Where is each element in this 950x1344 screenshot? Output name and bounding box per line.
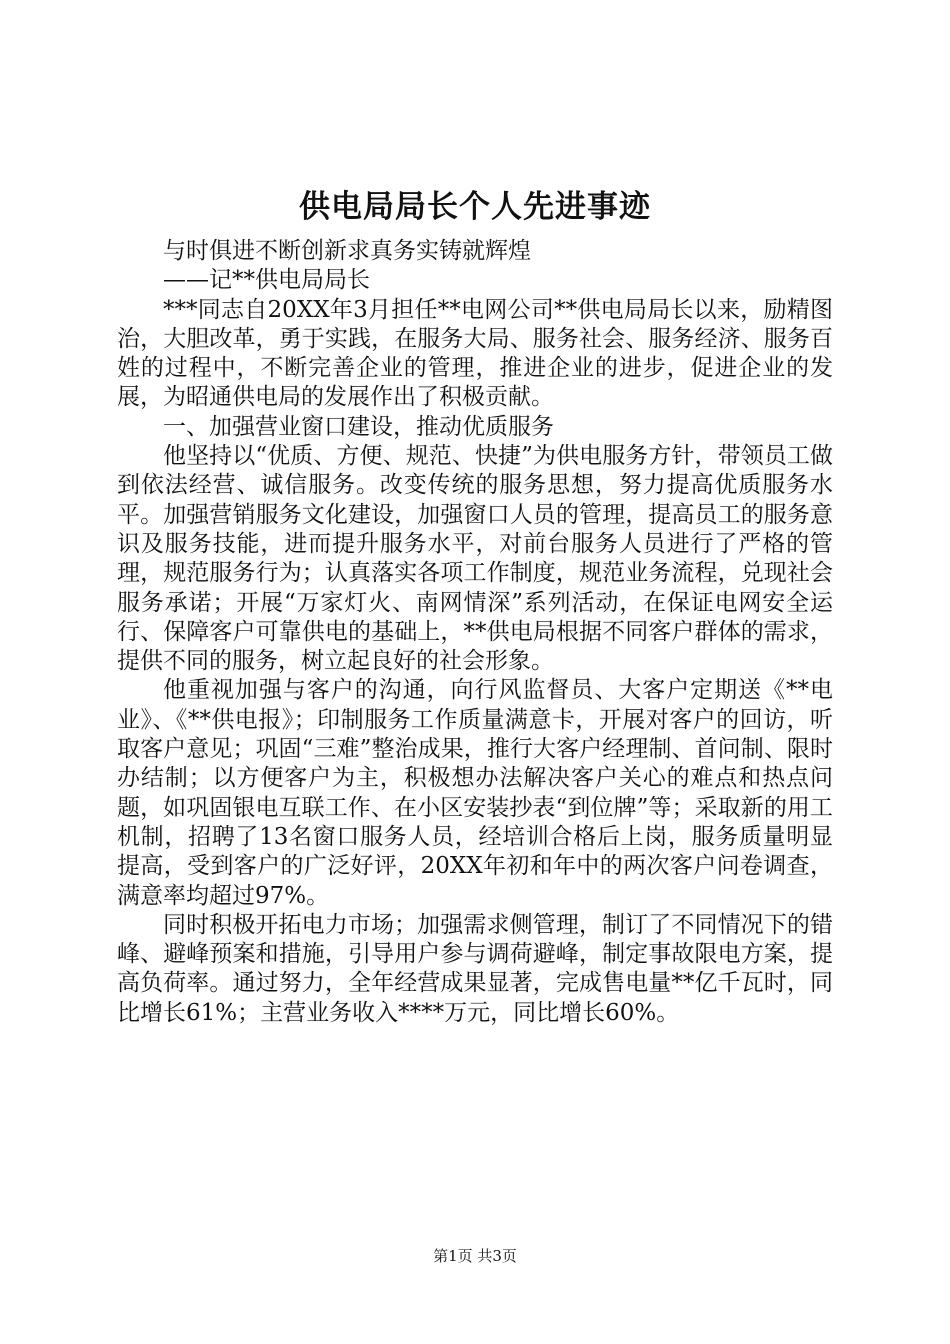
- body-paragraph: 同时积极开拓电力市场；加强需求侧管理，制订了不同情况下的错峰、避峰预案和措施，引导用户参与调荷避峰，制定事故限电方案，提高负荷率。通过努力，全年经营成果显著，完成售电量**亿千瓦时，同比增长61%；主营业务收入****万元，同比增长60%。: [117, 911, 833, 1026]
- intro-paragraph: ***同志自20XX年3月担任**电网公司**供电局局长以来，励精图治，大胆改革，勇于实践，在服务大局、服务社会、服务经济、服务百姓的过程中，不断完善企业的管理，推进企业的进步，促进企业的发展，为昭通供电局的发展作出了积极贡献。: [117, 296, 833, 411]
- document-title: 供电局局长个人先进事迹: [299, 189, 651, 225]
- page-footer: 第1页 共3页: [433, 1247, 517, 1265]
- body-paragraph: 他坚持以“优质、方便、规范、快捷”为供电服务方针，带领员工做到依法经营、诚信服务。改变传统的服务思想，努力提高优质服务水平。加强营销服务文化建设，加强窗口人员的管理，提高员工的服务意识及服务技能，进而提升服务水平，对前台服务人员进行了严格的管理，规范服务行为；认真落实各项工作制度，规范业务流程，兑现社会服务承诺；开展“万家灯火、南网情深”系列活动，在保证电网安全运行、保障客户可靠供电的基础上，**供电局根据不同客户群体的需求，提供不同的服务，树立起良好的社会形象。: [117, 443, 833, 675]
- section-heading: 一、加强营业窗口建设，推动优质服务: [163, 413, 554, 440]
- subtitle-line: 与时俱进不断创新求真务实铸就辉煌: [163, 238, 531, 264]
- subtitle-byline: ——记**供电局局长: [163, 267, 370, 294]
- document-body: [117, 237, 833, 1028]
- body-paragraph: 他重视加强与客户的沟通，向行风监督员、大客户定期送《**电业》、《**供电报》；印制服务工作质量满意卡，开展对客户的回访，听取客户意见；巩固“三难”整治成果，推行大客户经理制、首问制、限时办结制；以方便客户为主，积极想办法解决客户关心的难点和热点问题，如巩固银电互联工作、在小区安装抄表“到位牌”等；采取新的用工机制，招聘了13名窗口服务人员，经培训合格后上岗，服务质量明显提高，受到客户的广泛好评，20XX年初和年中的两次客户问卷调查，满意率均超过97%。: [117, 677, 833, 909]
